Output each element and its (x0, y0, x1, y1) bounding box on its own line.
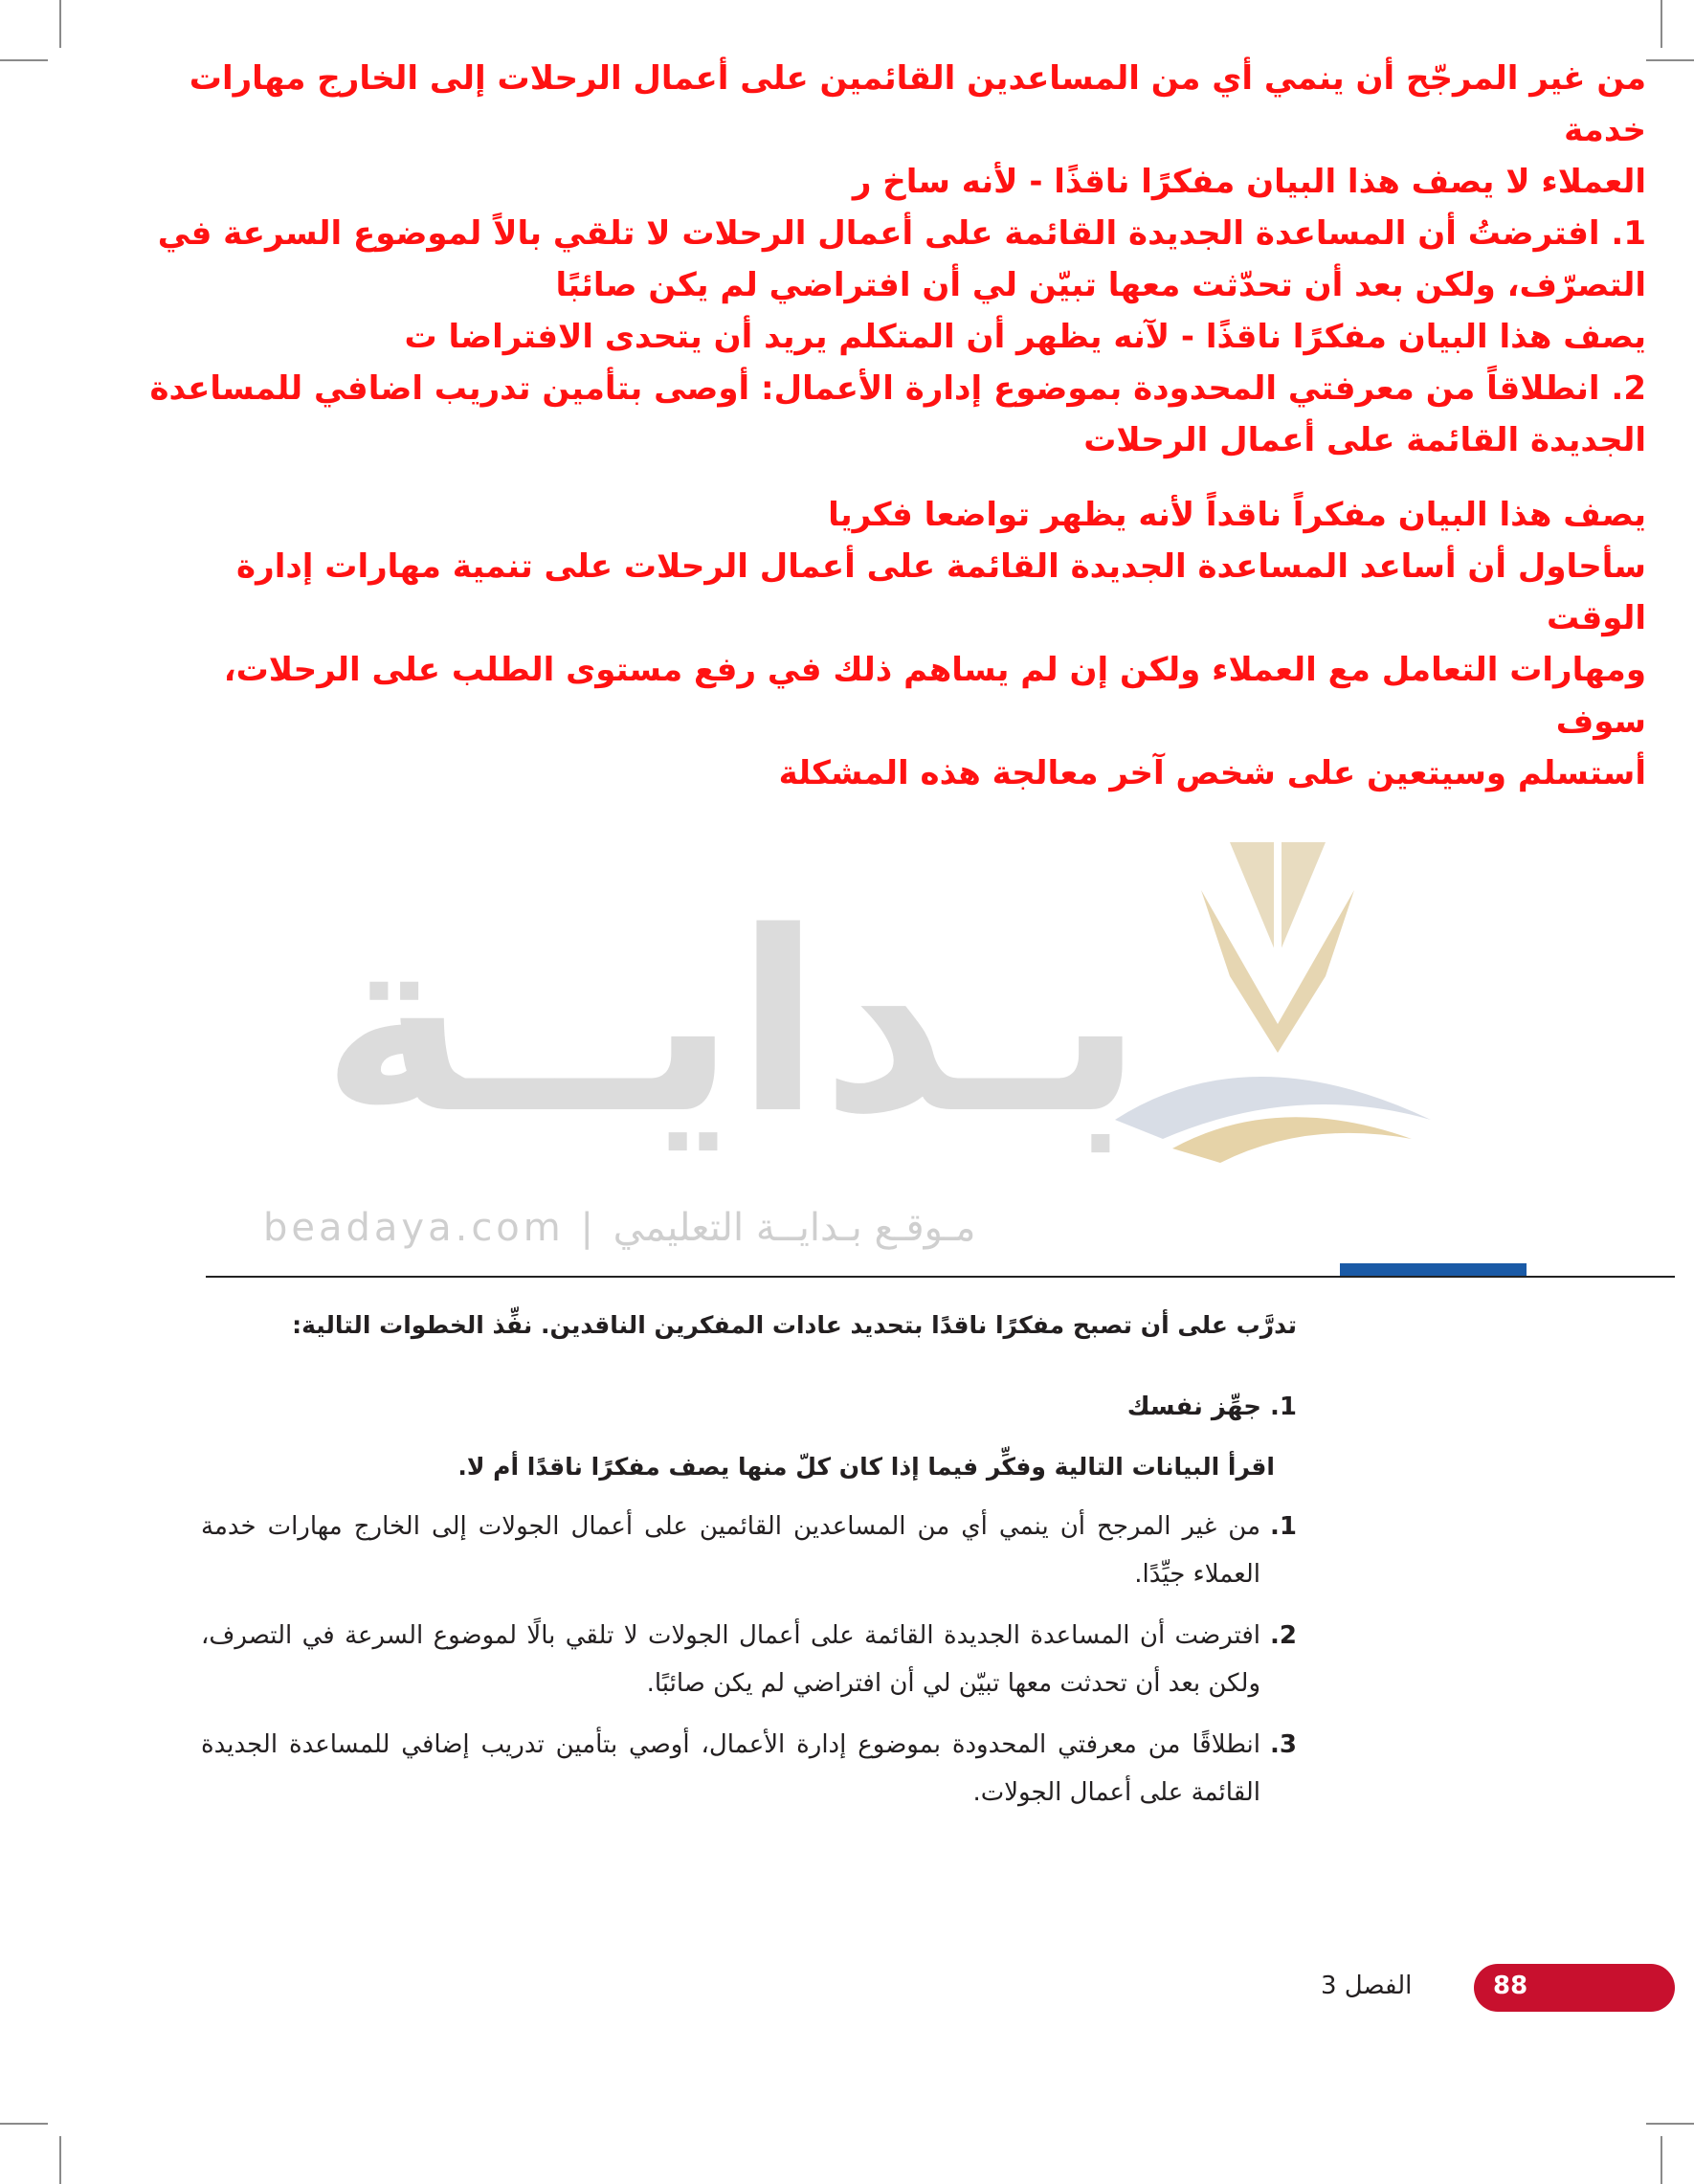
activity-intro: تدرَّب على أن تصبح مفكرًا ناقدًا بتحديد عادات المفكرين الناقدين. نفِّذ الخطوات التالية: (292, 1311, 1297, 1339)
crop-mark (1661, 2136, 1662, 2184)
answer-line: يصف هذا البيان مفكرًا ناقذًا - لآنه يظهر أن المتكلم يريد أن يتحدى الافتراضا ت (404, 318, 1646, 356)
pen-nib-logo (1086, 833, 1469, 1196)
item-text: انطلاقًا من معرفتي المحدودة بموضوع إدارة الأعمال، أوصي بتأمين تدريب إضافي للمساعدة الجديدة القائمة على أعمال الجولات. (201, 1730, 1260, 1807)
item-text: من غير المرجح أن ينمي أي من المساعدين القائمين على أعمال الجولات إلى الخارج مهارات خدمة العملاء جيِّدًا. (201, 1512, 1260, 1589)
chapter-label: الفصل 3 (1321, 1972, 1413, 2000)
crop-mark (1661, 0, 1662, 48)
section-accent-bar (1340, 1263, 1527, 1277)
answer-line: أستسلم وسيتعين على شخص آخر معالجة هذه المشكلة (778, 754, 1646, 792)
crop-mark (59, 0, 61, 48)
crop-mark (0, 2123, 48, 2125)
crop-mark (59, 2136, 61, 2184)
answer-block (144, 53, 1646, 799)
answer-line: ومهارات التعامل مع العملاء ولكن إن لم يساهم ذلك في رفع مستوى الطلب على الرحلات، سوف (223, 651, 1646, 741)
step-instruction: اقرأ البيانات التالية وفكِّر فيما إذا كان كلّ منها يصف مفكرًا ناقدًا أم لا. (457, 1453, 1275, 1481)
answer-line: من غير المرجّح أن ينمي أي من المساعدين القائمين على أعمال الرحلات إلى الخارج مهارات خدمة (189, 59, 1646, 149)
item-number: 2. (1270, 1621, 1297, 1650)
item-number: 3. (1270, 1730, 1297, 1759)
answer-line: يصف هذا البيان مفكراً ناقداً لأنه يظهر تواضعا فكريا (828, 496, 1646, 534)
answer-line: الجديدة القائمة على أعمال الرحلات (1083, 421, 1646, 459)
list-item (201, 1612, 1297, 1707)
item-text: افترضت أن المساعدة الجديدة القائمة على أعمال الجولات لا تلقي بالًا لموضوع السرعة في التصرف، ولكن بعد أن تحدثت معها تبيّن لي أن افتراضي لم يكن صائبًا. (201, 1621, 1260, 1698)
item-number: 1. (1270, 1512, 1297, 1541)
answer-line: العملاء لا يصف هذا البيان مفكرًا ناقذًا - لأنه ساخ ر (852, 163, 1646, 201)
answer-line: سأحاول أن أساعد المساعدة الجديدة القائمة على أعمال الرحلات على تنمية مهارات إدارة الوقت (236, 547, 1646, 637)
watermark (244, 880, 1440, 1254)
crop-mark (1646, 2123, 1694, 2125)
spacer (144, 466, 1646, 489)
watermark-word: بـدايــة (321, 880, 1144, 1169)
crop-mark (0, 59, 48, 61)
list-item (201, 1503, 1297, 1598)
watermark-url: beadaya.com | مـوقـع بـدايــة التعليمي (263, 1206, 976, 1250)
step-title: 1. جهِّز نفسك (1126, 1393, 1297, 1421)
answer-line: التصرّف، ولكن بعد أن تحدّثت معها تبيّن لي أن افتراضي لم يكن صائبًا (555, 266, 1646, 304)
list-item (201, 1721, 1297, 1816)
statement-list (201, 1503, 1297, 1830)
page-number: 88 (1493, 1972, 1528, 2000)
section-divider (206, 1276, 1675, 1278)
answer-line: 2. انطلاقاً من معرفتي المحدودة بموضوع إدارة الأعمال: أوصى بتأمين تدريب اضافي للمساعدة (149, 369, 1646, 408)
answer-line: 1. افترضتُ أن المساعدة الجديدة القائمة على أعمال الرحلات لا تلقي بالاً لموضوع السرعة في (157, 214, 1646, 253)
crop-mark (1646, 59, 1694, 61)
